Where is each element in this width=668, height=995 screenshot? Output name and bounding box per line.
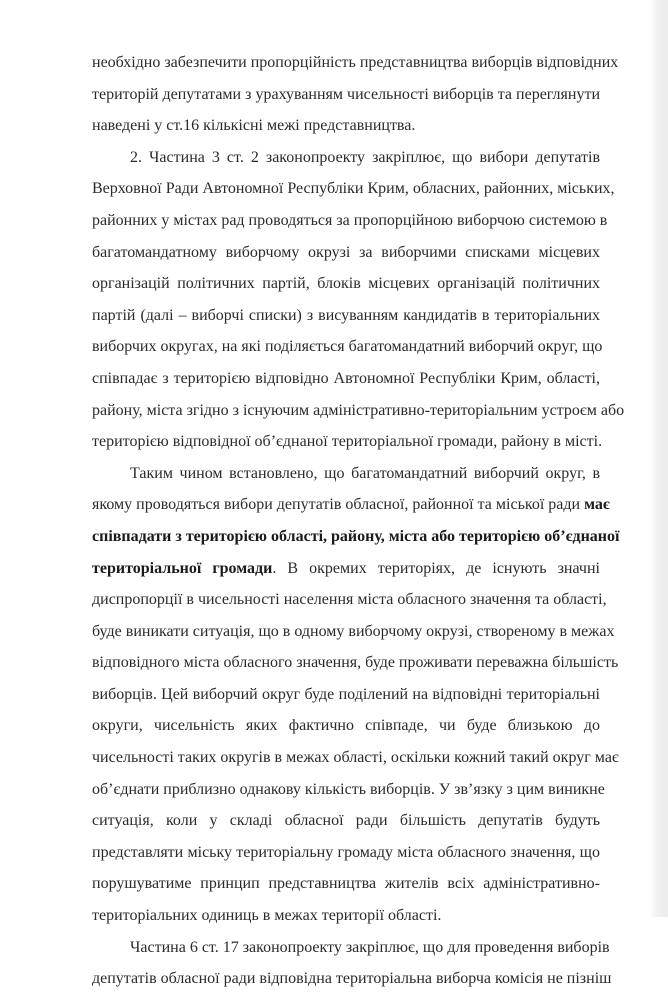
text-line [92, 647, 619, 679]
text-run: багатомандатному виборчому окрузі за виборчими списками місцевих [92, 243, 600, 261]
text-run: об’єднати приблизно однакову кількість виборців. У зв’язку з цим виникне [92, 780, 605, 798]
text-run: якому проводяться вибори депутатів обласної, районної та міської ради [92, 496, 585, 514]
text-run: територій депутатами з урахуванням чисельності виборців та переглянути [92, 85, 600, 103]
text-line [92, 173, 615, 205]
text-line [92, 521, 620, 553]
text-run: відповідного міста обласного значення, буде проживати переважна більшість [92, 654, 619, 672]
text-line [92, 774, 605, 806]
text-line [92, 868, 600, 900]
scan-edge-shadow [650, 0, 668, 917]
text-run: територіальних одиниць в межах території області. [92, 907, 442, 925]
text-line [92, 363, 600, 395]
bold-text: територіальної громади [92, 559, 273, 577]
text-run: порушуватиме принцип представництва жителів всіх адміністративно- [92, 875, 600, 893]
text-run: Таким чином встановлено, що багатомандатний виборчий округ, в [130, 464, 600, 482]
text-run: диспропорції в чисельності населення міста обласного значення та області, [92, 591, 607, 609]
text-line [92, 237, 600, 269]
text-run: територією відповідної об’єднаної територіальної громади, району в місті. [92, 433, 603, 451]
text-line [92, 837, 600, 869]
text-run: 2. Частина 3 ст. 2 законопроекту закріплює, що вибори депутатів [130, 148, 600, 166]
text-line [92, 426, 603, 458]
text-run: партій (далі – виборчі списки) з висуванням кандидатів в територіальних [92, 306, 600, 324]
text-run: необхідно забезпечити пропорційність представництва виборців відповідних [92, 54, 619, 71]
text-run: округи, чисельність яких фактично співпаде, чи буде близькою до [92, 717, 600, 735]
text-run: ситуація, коли у складі обласної ради більшість депутатів будуть [92, 812, 600, 830]
text-run: Частина 6 ст. 17 законопроекту закріплює, що для проведення виборів [130, 938, 610, 956]
text-run: депутатів обласної ради відповідна територіальна виборча комісія не пізніш [92, 970, 612, 988]
text-line [92, 79, 600, 111]
text-line [92, 300, 600, 332]
text-line [92, 205, 608, 237]
text-line [92, 710, 600, 742]
text-line [92, 584, 607, 616]
text-line [92, 47, 619, 79]
text-line [92, 110, 600, 142]
text-run: буде виникати ситуація, що в одному виборчому окрузі, створеному в межах [92, 622, 615, 640]
text-line [92, 805, 600, 837]
text-run: районних у містах рад проводяться за пропорційною виборчою системою в [92, 211, 608, 229]
text-run: представляти міську територіальну громаду міста обласного значення, що [92, 843, 600, 861]
text-run: . В окремих територіях, де існують значні [272, 559, 600, 577]
text-line [92, 742, 619, 774]
document-page-text [92, 47, 625, 995]
text-run: виборчих округах, на які поділяється багатомандатний виборчий округ, що [92, 338, 603, 356]
text-run: виборців. Цей виборчий округ буде поділений на відповідні територіальні [92, 685, 600, 703]
text-line [92, 616, 615, 648]
text-line [92, 268, 600, 300]
text-run: наведені у ст.16 кількісні межі представництва. [92, 117, 416, 135]
text-line [92, 458, 600, 490]
text-line [92, 963, 612, 995]
text-line [92, 331, 603, 363]
text-run: співпадає з територією відповідно Автономної Республіки Крим, області, [92, 369, 600, 387]
text-line [92, 553, 600, 585]
bold-text: співпадати з територією області, району, міста або територією об’єднаної [92, 527, 620, 545]
text-line [92, 489, 610, 521]
text-run: чисельності таких округів в межах області, оскільки кожний такий округ має [92, 749, 619, 767]
text-run: Верховної Ради Автономної Республіки Крим, обласних, районних, міських, [92, 180, 615, 198]
text-run: організацій політичних партій, блоків місцевих організацій політичних [92, 275, 600, 293]
text-line [92, 142, 600, 174]
text-line [92, 679, 600, 711]
text-run: району, міста згідно з існуючим адміністративно-територіальним устроєм або [92, 401, 625, 419]
bold-text: має [584, 496, 610, 514]
text-line [92, 395, 625, 427]
text-line [92, 900, 600, 932]
text-line [92, 932, 610, 964]
